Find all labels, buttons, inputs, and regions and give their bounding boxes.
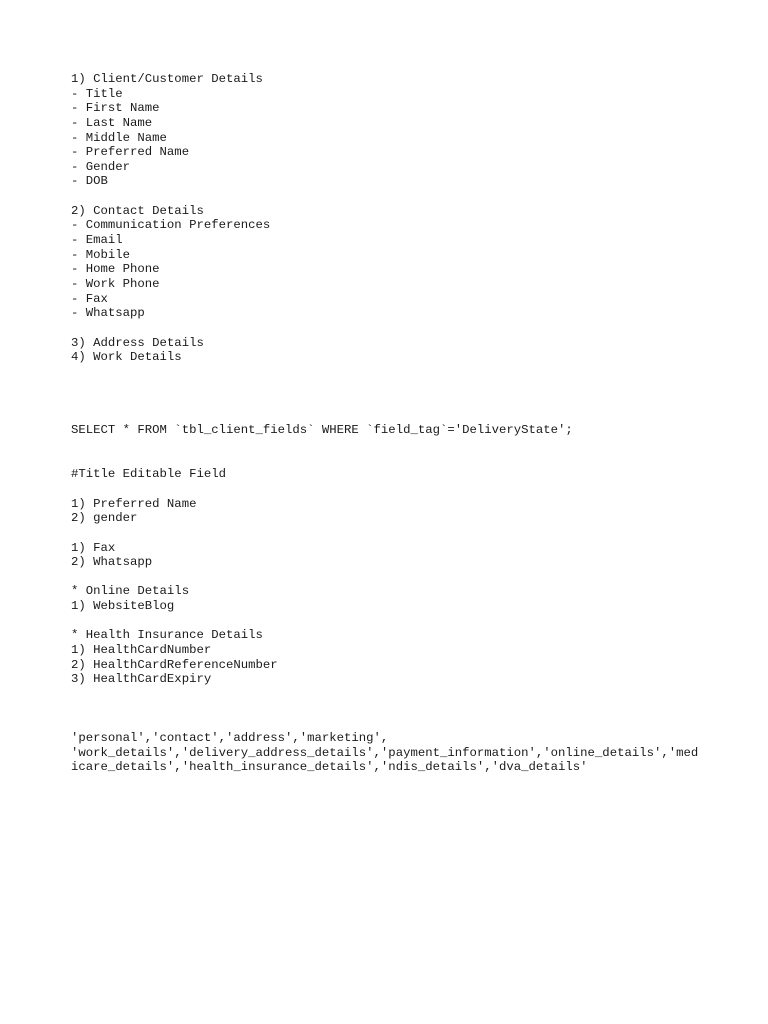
section-heading: 1) Client/Customer Details <box>71 72 263 86</box>
list-item: 2) HealthCardReferenceNumber <box>71 657 278 672</box>
other-sections <box>71 336 711 365</box>
list-item: - Fax <box>71 291 108 306</box>
list-item: - Middle Name <box>71 130 167 145</box>
section-heading: #Title Editable Field <box>71 467 226 482</box>
list-item: 1) WebsiteBlog <box>71 599 175 614</box>
list-item: - DOB <box>71 174 108 189</box>
list-item: - Email <box>71 233 123 248</box>
contact-details-section <box>71 204 711 321</box>
section-heading: * Health Insurance Details <box>71 628 263 643</box>
list-item: 3) HealthCardExpiry <box>71 672 212 687</box>
list-item: - Communication Preferences <box>71 218 271 233</box>
section-heading: 2) Contact Details <box>71 203 204 218</box>
section-heading: 4) Work Details <box>71 350 182 365</box>
document-page <box>71 72 711 775</box>
list-item: 2) gender <box>71 511 138 526</box>
list-item: - Home Phone <box>71 262 160 277</box>
editable-fields-section <box>71 467 711 569</box>
list-item: - Preferred Name <box>71 145 190 160</box>
list-item: - Title <box>71 86 123 101</box>
online-details-section <box>71 584 711 613</box>
list-item: - Work Phone <box>71 276 160 291</box>
list-item: - First Name <box>71 101 160 116</box>
sql-query: SELECT * FROM `tbl_client_fields` WHERE `field_tag`='DeliveryState'; <box>71 423 573 438</box>
tags-line: 'personal','contact','address','marketing', <box>71 730 389 745</box>
list-item: 1) Fax <box>71 540 116 555</box>
section-heading: * Online Details <box>71 584 190 599</box>
client-details-section <box>71 72 711 189</box>
list-item: 1) Preferred Name <box>71 496 197 511</box>
list-item: - Last Name <box>71 115 153 130</box>
tags-line: 'work_details','delivery_address_details','payment_information','online_details','medicare_details','health_insurance_details','ndis_details','dva_details' <box>71 745 699 775</box>
tags-list <box>71 731 711 775</box>
list-item: 2) Whatsapp <box>71 555 153 570</box>
section-heading: 3) Address Details <box>71 335 204 350</box>
list-item: - Whatsapp <box>71 306 145 321</box>
list-item: 1) HealthCardNumber <box>71 643 212 658</box>
health-insurance-section <box>71 628 711 687</box>
list-item: - Mobile <box>71 247 131 262</box>
list-item: - Gender <box>71 159 131 174</box>
